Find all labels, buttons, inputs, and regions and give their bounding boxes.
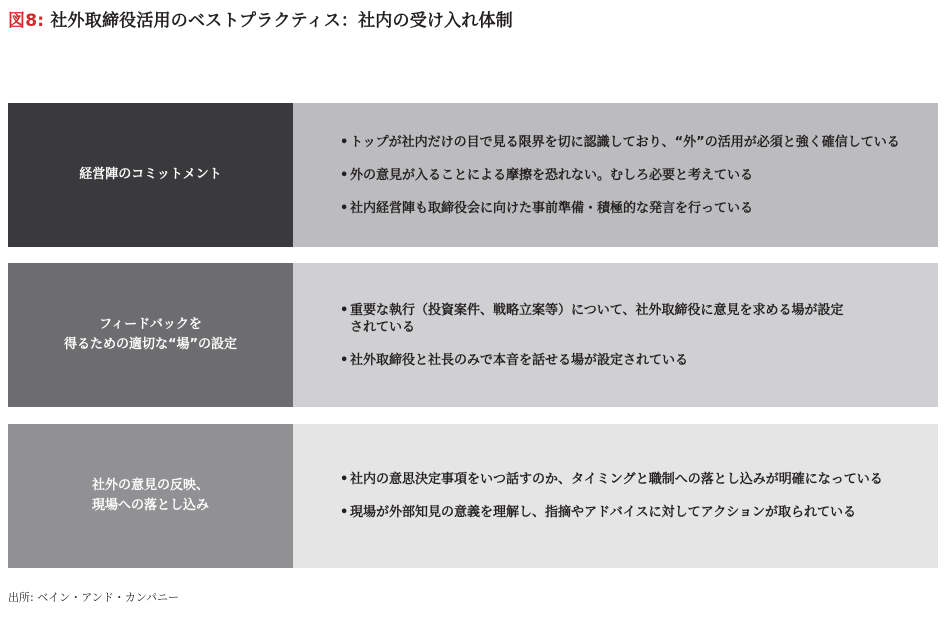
row-label-text: 経営陣のコミットメント [79, 167, 222, 182]
bullet-dot: • [340, 200, 349, 216]
row-label-text: フィードバックを 得るための適切な“場”の設定 [63, 317, 238, 352]
bullet-text: 社外取締役と社長のみで本音を話せる場が設定されている [350, 352, 689, 368]
practice-row-feedback-venue [8, 263, 938, 407]
practice-row-commitment [8, 103, 938, 247]
bullet-item [340, 167, 938, 184]
bullet-text: 重要な執行（投資案件、戦略立案等）について、社外取締役に意見を求める場が設定 されている [350, 302, 844, 335]
figure-title-separator: : [37, 11, 45, 31]
figure-title [8, 6, 513, 31]
bullet-item [340, 134, 938, 151]
bullet-item [340, 302, 938, 336]
bullet-text: トップが社内だけの目で見る限界を切に認識しており、“外”の活用が必須と強く確信している [350, 134, 900, 150]
source-note: 出所: ベイン・アンド・カンパニー [8, 591, 179, 604]
figure-number: 図8 [8, 11, 38, 31]
bullet-text: 社内経営陣も取締役会に向けた事前準備・積極的な発言を行っている [350, 200, 754, 216]
row-label [8, 424, 293, 568]
bullet-item [340, 352, 938, 369]
bullet-text: 外の意見が入ることによる摩擦を恐れない。むしろ必要と考えている [350, 167, 754, 183]
row-label-text: 社外の意見の反映、 現場への落とし込み [91, 478, 209, 513]
bullet-text: 社内の意思決定事項をいつ話すのか、タイミングと職制への落とし込みが明確になっている [350, 472, 883, 487]
practice-row-reflection [8, 424, 938, 568]
bullet-dot: • [340, 134, 349, 150]
bullet-item [340, 200, 938, 217]
bullet-dot: • [340, 302, 349, 318]
bullet-item [340, 504, 938, 521]
row-content [293, 103, 938, 247]
bullet-dot: • [340, 352, 349, 368]
row-content [293, 424, 938, 568]
bullet-dot: • [340, 505, 349, 520]
figure-title-text: 社外取締役活用のベストプラクティス：社内の受け入れ体制 [50, 11, 513, 31]
bullet-dot: • [340, 472, 349, 487]
bullet-item [340, 471, 938, 488]
row-label [8, 263, 293, 407]
row-content [293, 263, 938, 407]
bullet-text: 現場が外部知見の意義を理解し、指摘やアドバイスに対してアクションが取られている [350, 505, 856, 520]
row-label [8, 103, 293, 247]
bullet-dot: • [340, 167, 349, 183]
